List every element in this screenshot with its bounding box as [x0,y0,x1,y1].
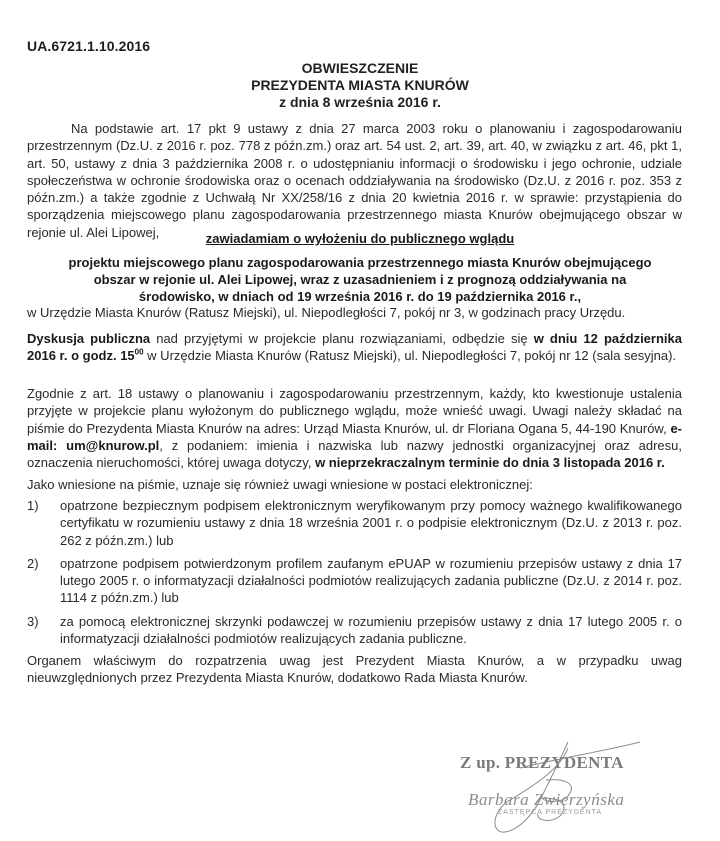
list-item [27,555,682,607]
discussion-text: nad przyjętymi w projekcie planu rozwiązaniami, odbędzie się [150,331,534,346]
signature-title: Z up. PREZYDENTA [460,753,624,772]
comments-deadline: w nieprzekraczalnym terminie do dnia 3 listopada 2016 r. [315,455,665,471]
list-item-number: 2) [27,555,39,571]
comments-paragraph [27,385,682,471]
list-item [27,613,682,648]
venue-line: w Urzędzie Miasta Knurów (Ratusz Miejski), ul. Niepodległości 7, pokój nr 3, w godzinach pracy Urzędu. [27,305,626,320]
reference-number: UA.6721.1.10.2016 [27,38,151,54]
announcement-heading: zawiadamiam o wyłożeniu do publicznego wglądu [205,231,515,246]
list-item-text: opatrzone bezpiecznym podpisem elektronicznym weryfikowanym przy pomocy ważnego kwalifikowanego certyfikatu w rozumieniu ustawy z dnia 18 września 2001 r. o podpisie elektronicznym (Dz.U. z 2013 r. poz. 262 z późn.zm.) lub [60,498,682,548]
closing-paragraph: Organem właściwym do rozpatrzenia uwag jest Prezydent Miasta Knurów, a w przypadku uwag nieuwzględnionych przez Prezydenta Miasta Knurów, dodatkowo Rada Miasta Knurów. [27,653,682,686]
signature-block [460,748,650,828]
discussion-label: Dyskusja publiczna [27,331,151,346]
announcement-body: projektu miejscowego planu zagospodarowania przestrzennego miasta Knurów obejmującego obszar w rejonie ul. Alei Lipowej, wraz z uzasadnieniem i z prognozą oddziaływania na środowisko, w dniach od 19 września 2016 r. do 19 października 2016 r., [68,255,652,304]
document-issuer: PREZYDENTA MIASTA KNURÓW [251,77,469,93]
email-link[interactable]: e-mail: um@knurow.pl [27,420,682,453]
discussion-date-text: w dniu 12 października 2016 r. o godz. 15 [27,331,682,364]
list-item-number: 3) [27,613,39,629]
list-item [27,497,682,549]
discussion-time-minutes: 00 [134,347,144,357]
public-discussion-paragraph [27,330,682,365]
comments-text: Zgodnie z art. 18 ustawy o planowaniu i zagospodarowaniu przestrzennym, każdy, kto kwestionuje ustalenia przyjęte w projekcie planu wyłożonym do publicznego wglądu, może wnieść uwagi. Uwagi należy składać na piśmie do Prezydenta Miasta Knurów na adres: Urząd Miasta Knurów, ul. dr Floriana Ogana 5, 44-190 Knurów, [27,386,682,436]
comments-details: , z podaniem: imienia i nazwiska lub nazwy jednostki organizacyjnej oraz adresu, oznaczenia nieruchomości, której uwaga dotyczy, [27,437,682,471]
signature-role: ZASTĘPCA PREZYDENTA [498,809,603,816]
list-item-number: 1) [27,498,39,513]
intro-paragraph: Na podstawie art. 17 pkt 9 ustawy z dnia 27 marca 2003 roku o planowaniu i zagospodarowaniu przestrzennym (Dz.U. z 2016 r. poz. 778 z późn.zm.) oraz art. 54 ust. 2, art. 39, art. 40, w związku z art. 46, pkt 1, art. 50, ustawy z dnia 3 października 2008 r. o udostępnianiu informacji o środowisku i jego ochronie, udziale społeczeństwa w ochronie środowiska oraz o ocenach oddziaływania na środowisko (Dz.U. z 2016 r. poz. 353 z późn.zm.) a także zgodnie z Uchwałą Nr XX/258/16 z dnia 20 kwietnia 2016 r. w sprawie: przystąpienia do sporządzenia miejscowego planu zagospodarowania przestrzennego miasta Knurów obejmującego obszar w rejonie ul. Alei Lipowej, [27,121,682,240]
list-item-text: opatrzone podpisem potwierdzonym profilem zaufanym ePUAP w rozumieniu przepisów ustawy z dnia 17 lutego 2005 r. o informatyzacji działalności podmiotów realizujących zadania publiczne (Dz.U. z 2014 r. poz. 1114 z późn.zm.) lub [60,555,682,606]
document-title: OBWIESZCZENIE [301,60,419,76]
list-item-text: za pomocą elektronicznej skrzynki podawczej w rozumieniu przepisów ustawy z dnia 17 lutego 2005 r. o informatyzacji działalności podmiotów realizujących zadania publiczne. [60,613,682,647]
handwritten-signature-icon [450,740,650,840]
signature-name: Barbara Zwierzyńska [468,790,625,809]
discussion-location: w Urzędzie Miasta Knurów (Ratusz Miejski), ul. Niepodległości 7, pokój nr 12 (sala sesyjna). [143,348,677,364]
electronic-submission-list [27,497,682,653]
document-date: z dnia 8 września 2016 r. [279,94,441,110]
electronic-intro: Jako wniesione na piśmie, uznaje się również uwagi wniesione w postaci elektronicznej: [27,477,533,492]
